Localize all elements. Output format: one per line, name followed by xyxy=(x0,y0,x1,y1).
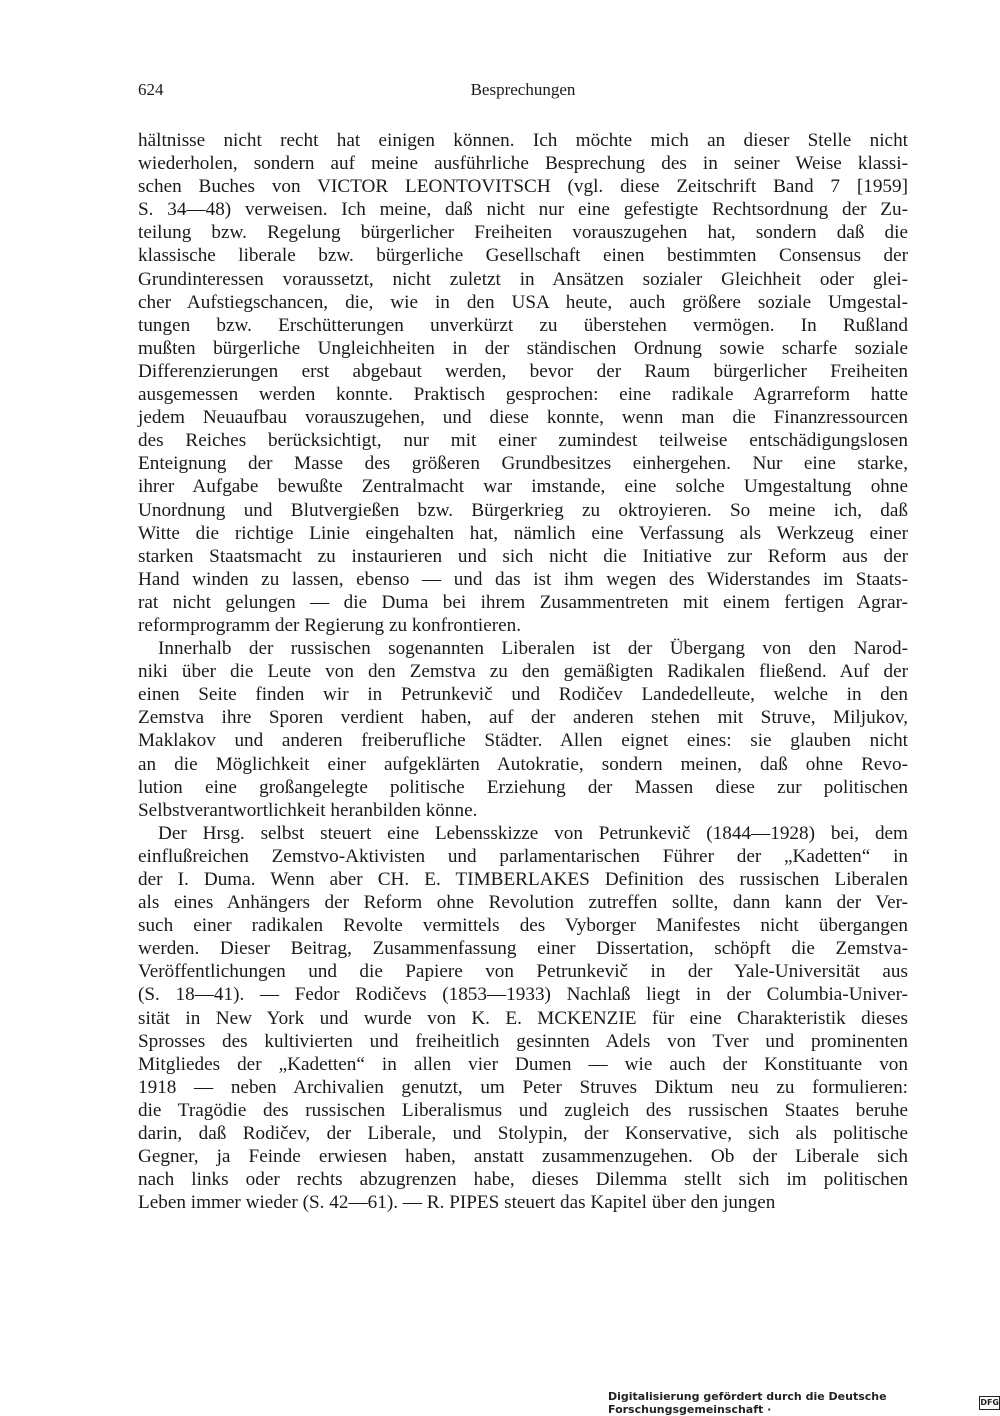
paragraph xyxy=(138,129,908,637)
dfg-logo-icon: DFG xyxy=(979,1396,1000,1410)
text-line: als eines Anhängers der Reform ohne Revolution zutreffen sollte, dann kann der Ver- xyxy=(138,892,908,914)
text-line: ihrer Aufgabe bewußte Zentralmacht war imstande, eine solche Umgestaltung ohne xyxy=(138,476,908,498)
text-line: Veröffentlichungen und die Papiere von Petrunkevič in der Yale-Universität aus xyxy=(138,961,908,983)
text-line: Hand winden zu lassen, ebenso — und das ist ihm wegen des Widerstandes im Staats- xyxy=(138,568,908,590)
text-line: nach links oder rechts abzugrenzen habe, dieses Dilemma stellt sich im politischen xyxy=(138,1169,908,1191)
text-line: klassische liberale bzw. bürgerliche Gesellschaft einen bestimmten Consensus der xyxy=(138,245,908,267)
text-line: darin, daß Rodičev, der Liberale, und Stolypin, der Konservative, sich als politische xyxy=(138,1123,908,1145)
text-line: Zemstva ihre Sporen verdient haben, auf der anderen stehen mit Struve, Miljukov, xyxy=(138,707,908,729)
text-line: Gegner, ja Feinde erwiesen haben, anstatt zusammenzugehen. Ob der Liberale sich xyxy=(138,1146,908,1168)
running-head: Besprechungen xyxy=(470,80,576,99)
text-line: Leben immer wieder (S. 42—61). — R. PIPES steuert das Kapitel über den jungen xyxy=(138,1192,776,1214)
text-line: 1918 — neben Archivalien genutzt, um Peter Struves Diktum neu zu formulieren: xyxy=(138,1076,908,1098)
text-line: Unordnung und Blutvergießen bzw. Bürgerkrieg zu oktroyieren. So meine ich, daß xyxy=(138,499,908,521)
body-text xyxy=(138,129,908,1214)
text-line: ausgemessen werden konnte. Praktisch gesprochen: eine radikale Agrarreform hatte xyxy=(138,384,908,406)
page-header xyxy=(138,80,908,106)
text-line: S. 34—48) verweisen. Ich meine, daß nicht nur eine gefestigte Rechtsordnung der Zu- xyxy=(138,199,908,221)
paragraph xyxy=(138,822,908,1215)
text-line: Differenzierungen erst abgebaut werden, bevor der Raum bürgerlicher Freiheiten xyxy=(138,360,908,382)
text-line: werden. Dieser Beitrag, Zusammenfassung einer Dissertation, schöpft die Zemstva- xyxy=(138,938,908,960)
text-line: jedem Neuaufbau vorauszugehen, und diese konnte, wenn man die Finanzressourcen xyxy=(138,407,908,429)
text-line: Mitgliedes der „Kadetten“ in allen vier Dumen — wie auch der Konstituante von xyxy=(138,1053,908,1075)
text-line: cher Aufstiegschancen, die, wie in den USA heute, auch größere soziale Umgestal- xyxy=(138,291,908,313)
text-line: such einer radikalen Revolte vermittels des Vyborger Manifestes nicht übergangen xyxy=(138,915,908,937)
text-line: hältnisse nicht recht hat einigen können. Ich möchte mich an dieser Stelle nicht xyxy=(138,130,908,151)
footer-credit xyxy=(608,1390,1000,1416)
text-line: schen Buches von VICTOR LEONTOVITSCH (vgl. diese Zeitschrift Band 7 [1959] xyxy=(138,176,908,198)
footer-text: Digitalisierung gefördert durch die Deutsche Forschungsgemeinschaft · xyxy=(608,1390,887,1416)
text-line: niki über die Leute von den Zemstva zu den gemäßigten Radikalen fließend. Auf der xyxy=(138,661,908,683)
text-line: mußten bürgerliche Ungleichheiten in der ständischen Ordnung sowie scharfe soziale xyxy=(138,337,908,359)
text-line: sität in New York und wurde von K. E. MCKENZIE für eine Charakteristik dieses xyxy=(138,1007,908,1029)
text-line: Sprosses des kultivierten und freiheitlich gesinnten Adels von Tver und prominenten xyxy=(138,1030,908,1052)
text-line: teilung bzw. Regelung bürgerlicher Freiheiten vorauszugehen hat, sondern daß die xyxy=(138,222,908,244)
text-line: lution eine großangelegte politische Erziehung der Massen diese zur politischen xyxy=(138,776,908,798)
text-line: starken Staatsmacht zu instaurieren und sich nicht die Initiative zur Reform aus der xyxy=(138,545,908,567)
text-line: einen Seite finden wir in Petrunkevič und Rodičev Landedelleute, welche in den xyxy=(138,684,908,706)
text-line: Maklakov und anderen freiberufliche Städter. Allen eignet eines: sie glauben nicht xyxy=(138,730,908,752)
text-line: des Reiches berücksichtigt, nur mit einer zumindest teilweise entschädigungslosen xyxy=(138,430,908,452)
text-line: rat nicht gelungen — die Duma bei ihrem Zusammentreten mit einem fertigen Agrar- xyxy=(138,591,908,613)
text-line: reformprogramm der Regierung zu konfrontieren. xyxy=(138,614,522,636)
text-line: einflußreichen Zemstvo-Aktivisten und parlamentarischen Führer der „Kadetten“ in xyxy=(138,845,908,867)
text-line: tungen bzw. Erschütterungen unverkürzt zu überstehen vermögen. In Rußland xyxy=(138,314,908,336)
text-line: Innerhalb der russischen sogenannten Liberalen ist der Übergang von den Narod- xyxy=(158,638,908,660)
text-line: an die Möglichkeit einer aufgeklärten Autokratie, sondern meinen, daß ohne Revo- xyxy=(138,753,908,775)
text-line: (S. 18—41). — Fedor Rodičevs (1853—1933) Nachlaß liegt in der Columbia-Univer- xyxy=(138,984,908,1006)
text-line: Enteignung der Masse des größeren Grundbesitzes einhergehen. Nur eine starke, xyxy=(138,453,908,475)
page-number: 624 xyxy=(138,80,164,99)
text-line: der I. Duma. Wenn aber CH. E. TIMBERLAKES Definition des russischen Liberalen xyxy=(138,869,908,890)
paragraph xyxy=(138,637,908,822)
text-line: wiederholen, sondern auf meine ausführliche Besprechung des in seiner Weise klassi- xyxy=(138,153,908,175)
text-line: die Tragödie des russischen Liberalismus und zugleich des russischen Staates beruhe xyxy=(138,1099,908,1121)
text-line: Grundinteressen voraussetzt, nicht zuletzt in Ansätzen sozialer Gleichheit oder glei- xyxy=(138,268,908,290)
text-line: Witte die richtige Linie eingehalten hat, nämlich eine Verfassung als Werkzeug einer xyxy=(138,522,908,544)
text-line: Selbstverantwortlichkeit heranbilden könne. xyxy=(138,799,478,821)
text-line: Der Hrsg. selbst steuert eine Lebensskizze von Petrunkevič (1844—1928) bei, dem xyxy=(158,822,908,844)
